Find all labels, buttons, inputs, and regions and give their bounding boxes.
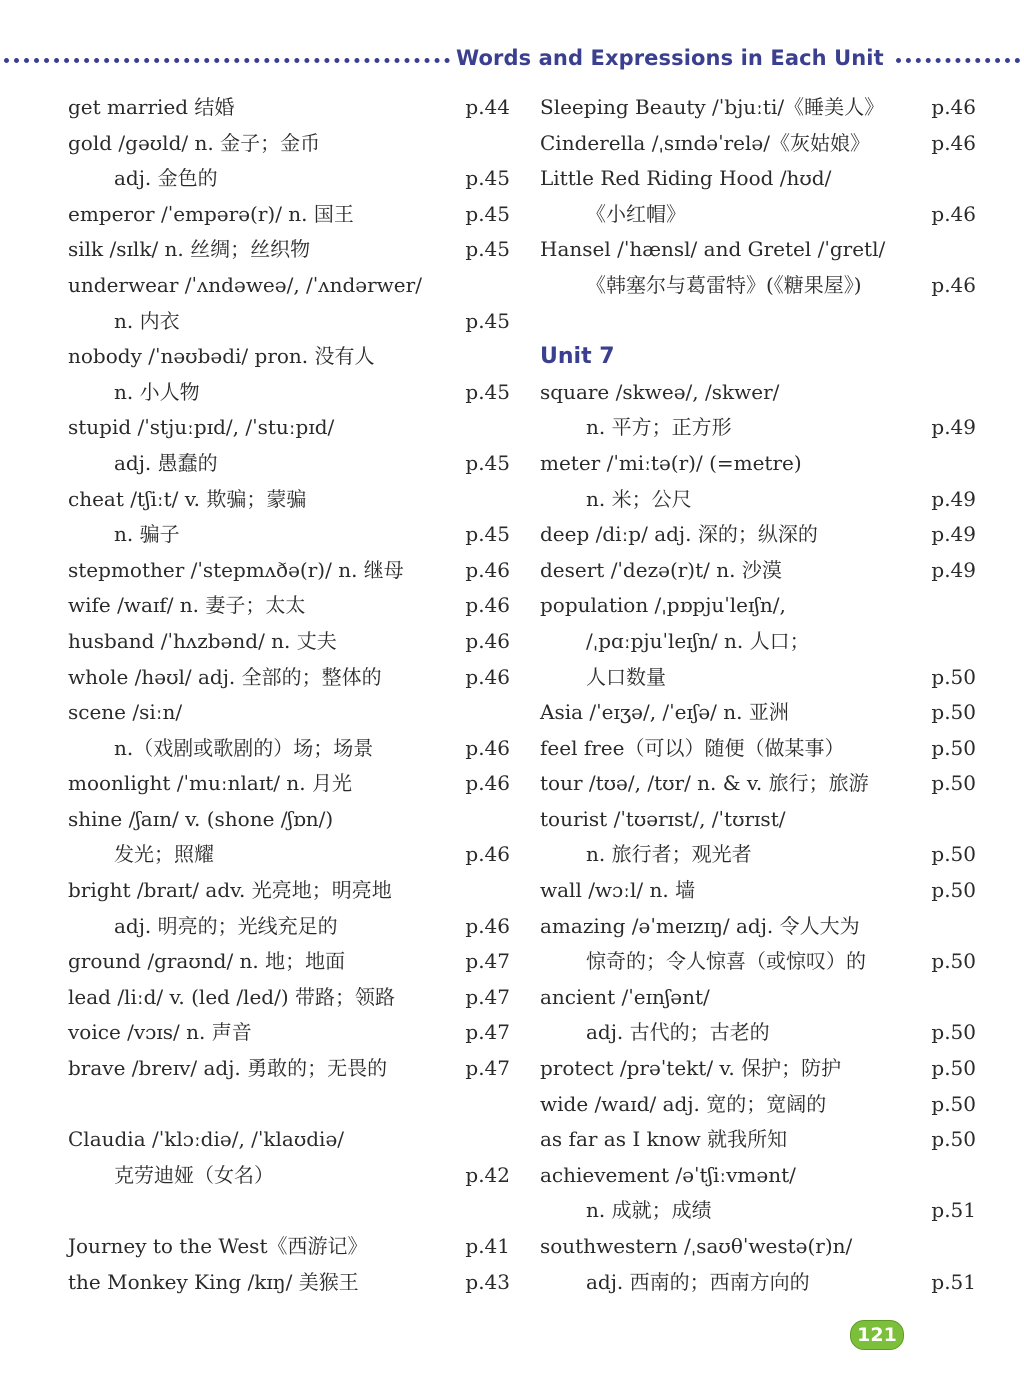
vocab-entry-text: n. 旅行者；观光者 xyxy=(586,842,752,867)
vocab-entry-text: 人口数量 xyxy=(586,664,666,689)
vocab-entry-page: p.45 xyxy=(465,201,510,226)
vocab-entry-text: /ˌpɑːpjuˈleɪʃn/ n. 人口； xyxy=(586,628,810,653)
vocab-entry xyxy=(68,197,514,233)
unit-heading: Unit 7 xyxy=(540,344,615,370)
vocab-entry-text: adj. 金色的 xyxy=(114,166,218,191)
vocab-entry-text: 《韩塞尔与葛雷特》(《糖果屋》) xyxy=(586,272,862,297)
spacer xyxy=(540,304,980,340)
right-column xyxy=(540,90,980,1300)
vocab-entry xyxy=(540,873,980,909)
vocab-entry-page: p.46 xyxy=(465,593,510,618)
vocab-entry xyxy=(68,1015,514,1051)
vocab-entry-page: p.43 xyxy=(465,1269,510,1294)
vocab-entry-text: gold /gəʊld/ n. 金子；金币 xyxy=(68,130,321,155)
vocab-entry xyxy=(68,410,514,446)
spacer xyxy=(68,1087,514,1123)
vocab-entry xyxy=(540,553,980,589)
vocab-entry-page: p.47 xyxy=(465,984,510,1009)
vocab-entry xyxy=(68,339,514,375)
vocab-entry xyxy=(540,766,980,802)
vocab-entry-page: p.46 xyxy=(465,735,510,760)
vocab-entry-text: Sleeping Beauty /ˈbjuːti/《睡美人》 xyxy=(540,95,885,119)
vocab-entry-page: p.47 xyxy=(465,949,510,974)
vocab-entry-text: amazing /əˈmeɪzɪŋ/ adj. 令人大为 xyxy=(540,913,860,938)
vocab-entry-text: scene /siːn/ xyxy=(68,700,183,725)
vocab-entry-text: tourist /ˈtʊərɪst/, /ˈtʊrɪst/ xyxy=(540,806,786,831)
vocab-entry-page: p.44 xyxy=(465,95,510,119)
vocab-entry xyxy=(68,944,514,980)
vocab-entry-text: adj. 明亮的；光线充足的 xyxy=(114,913,338,938)
vocab-entry-text: n. 内衣 xyxy=(114,308,180,333)
vocab-entry-text: 发光；照耀 xyxy=(114,842,214,867)
vocab-entry-page: p.49 xyxy=(931,486,976,511)
vocab-entry xyxy=(68,837,514,873)
vocab-entry-text: bright /braɪt/ adv. 光亮地；明亮地 xyxy=(68,878,392,903)
vocab-entry-text: adj. 古代的；古老的 xyxy=(586,1020,770,1045)
vocab-entry-text: shine /ʃaɪn/ v. (shone /ʃɒn/) xyxy=(68,806,334,831)
vocab-entry xyxy=(68,446,514,482)
vocab-entry xyxy=(68,660,514,696)
vocab-entry-text: cheat /tʃiːt/ v. 欺骗；蒙骗 xyxy=(68,486,307,511)
vocab-entry-page: p.45 xyxy=(465,379,510,404)
vocab-entry xyxy=(68,90,514,126)
vocab-entry xyxy=(540,588,980,624)
vocab-entry-text: Journey to the West《西游记》 xyxy=(68,1234,368,1258)
vocab-entry-page: p.46 xyxy=(931,272,976,297)
vocab-entry-text: n. 小人物 xyxy=(114,379,200,404)
vocab-entry-text: lead /liːd/ v. (led /led/) 带路；领路 xyxy=(68,984,395,1009)
vocab-entry xyxy=(540,1229,980,1265)
vocab-entry-text: as far as I know 就我所知 xyxy=(540,1127,788,1152)
vocab-entry-page: p.46 xyxy=(465,557,510,582)
vocab-entry-text: adj. 愚蠢的 xyxy=(114,450,218,475)
vocab-entry xyxy=(540,695,980,731)
vocab-entry-text: square /skweə/, /skwer/ xyxy=(540,379,780,404)
vocab-entry xyxy=(540,1015,980,1051)
vocab-entry xyxy=(68,1122,514,1158)
vocab-entry xyxy=(540,944,980,980)
vocab-entry xyxy=(68,161,514,197)
vocab-entry xyxy=(68,482,514,518)
vocab-entry-text: ancient /ˈeɪnʃənt/ xyxy=(540,984,710,1009)
vocab-entry-text: stepmother /ˈstepmʌðə(r)/ n. 继母 xyxy=(68,557,404,582)
vocab-entry xyxy=(540,232,980,268)
vocab-entry-page: p.49 xyxy=(931,557,976,582)
vocab-entry xyxy=(68,624,514,660)
vocab-entry-page: p.50 xyxy=(931,1020,976,1045)
vocab-entry-text: stupid /ˈstjuːpɪd/, /ˈstuːpɪd/ xyxy=(68,415,335,440)
spacer xyxy=(68,1193,514,1229)
vocab-entry-text: wide /waɪd/ adj. 宽的；宽阔的 xyxy=(540,1091,827,1116)
vocab-entry-text: wall /wɔːl/ n. 墙 xyxy=(540,878,696,903)
header-title: Words and Expressions in Each Unit xyxy=(456,46,884,70)
vocab-entry-text: moonlight /ˈmuːnlaɪt/ n. 月光 xyxy=(68,771,352,796)
vocab-entry-text: silk /sɪlk/ n. 丝绸；丝织物 xyxy=(68,237,311,262)
vocab-entry-page: p.50 xyxy=(931,700,976,725)
vocab-entry-page: p.50 xyxy=(931,771,976,796)
vocab-entry xyxy=(68,1229,514,1265)
vocab-entry-text: whole /həʊl/ adj. 全部的；整体的 xyxy=(68,664,382,689)
vocab-entry-page: p.45 xyxy=(465,522,510,547)
vocab-entry xyxy=(540,980,980,1016)
vocab-entry xyxy=(68,802,514,838)
vocab-entry xyxy=(68,873,514,909)
vocab-entry-text: meter /ˈmiːtə(r)/ (=metre) xyxy=(540,450,802,475)
vocab-entry xyxy=(540,517,980,553)
vocab-entry-page: p.46 xyxy=(465,913,510,938)
vocab-entry-page: p.45 xyxy=(465,450,510,475)
vocab-entry-text: deep /diːp/ adj. 深的；纵深的 xyxy=(540,522,818,547)
header-dotted-rule-right xyxy=(896,58,1020,63)
vocab-entry-text: wife /waɪf/ n. 妻子；太太 xyxy=(68,593,306,618)
vocab-entry-page: p.45 xyxy=(465,166,510,191)
vocab-entry-page: p.45 xyxy=(465,308,510,333)
vocab-entry-page: p.46 xyxy=(931,130,976,155)
vocab-entry xyxy=(68,232,514,268)
left-column xyxy=(68,90,514,1300)
vocab-entry xyxy=(540,660,980,696)
vocab-entry xyxy=(540,90,980,126)
vocab-entry-page: p.45 xyxy=(465,237,510,262)
vocab-entry-page: p.50 xyxy=(931,949,976,974)
vocab-entry xyxy=(68,268,514,304)
vocab-entry xyxy=(540,624,980,660)
vocab-entry-text: n. 成就；成绩 xyxy=(586,1198,712,1223)
header-dotted-rule-left xyxy=(4,58,450,63)
vocab-entry-page: p.46 xyxy=(465,628,510,653)
vocab-entry-text: Claudia /ˈklɔːdiə/, /ˈklaʊdiə/ xyxy=(68,1127,345,1152)
vocab-entry-text: ground /graʊnd/ n. 地；地面 xyxy=(68,949,346,974)
vocab-entry xyxy=(68,731,514,767)
vocab-entry xyxy=(68,1051,514,1087)
vocab-entry-page: p.50 xyxy=(931,735,976,760)
vocab-entry-text: brave /breɪv/ adj. 勇敢的；无畏的 xyxy=(68,1056,388,1081)
vocab-entry xyxy=(540,1193,980,1229)
vocab-entry-text: tour /tʊə/, /tʊr/ n. & v. 旅行；旅游 xyxy=(540,771,869,796)
vocab-entry-page: p.41 xyxy=(465,1234,510,1258)
vocab-entry-page: p.51 xyxy=(931,1198,976,1223)
vocab-entry xyxy=(540,837,980,873)
vocab-entry-page: p.42 xyxy=(465,1162,510,1187)
vocab-entry xyxy=(540,1122,980,1158)
vocab-entry-text: voice /vɔɪs/ n. 声音 xyxy=(68,1020,252,1045)
vocab-entry xyxy=(540,126,980,162)
vocab-entry xyxy=(68,588,514,624)
vocab-entry-page: p.50 xyxy=(931,1091,976,1116)
vocab-entry xyxy=(540,482,980,518)
vocab-entry-text: Little Red Riding Hood /hʊd/ xyxy=(540,166,832,191)
vocab-entry xyxy=(68,1158,514,1194)
vocab-entry-page: p.50 xyxy=(931,664,976,689)
vocab-entry xyxy=(540,446,980,482)
vocab-entry-page: p.50 xyxy=(931,1127,976,1152)
vocab-entry xyxy=(540,1087,980,1123)
vocab-entry-page: p.46 xyxy=(931,95,976,119)
vocab-entry-text: n. 骗子 xyxy=(114,522,180,547)
vocab-entry xyxy=(540,197,980,233)
vocab-entry-text: 《小红帽》 xyxy=(586,201,686,226)
vocab-entry-text: southwestern /ˌsaʊθˈwestə(r)n/ xyxy=(540,1234,853,1258)
vocab-entry xyxy=(68,909,514,945)
vocab-entry-page: p.46 xyxy=(465,842,510,867)
vocab-entry-text: population /ˌpɒpjuˈleɪʃn/, xyxy=(540,593,786,618)
vocab-entry xyxy=(540,1158,980,1194)
vocab-entry xyxy=(68,1265,514,1301)
vocab-entry xyxy=(68,695,514,731)
vocab-entry xyxy=(68,375,514,411)
vocab-entry xyxy=(68,517,514,553)
vocab-entry xyxy=(540,802,980,838)
vocab-entry-page: p.50 xyxy=(931,1056,976,1081)
vocab-entry xyxy=(68,126,514,162)
vocab-entry-text: the Monkey King /kɪŋ/ 美猴王 xyxy=(68,1269,359,1294)
vocab-entry-text: Hansel /ˈhænsl/ and Gretel /ˈgretl/ xyxy=(540,237,886,262)
vocab-entry-text: underwear /ˈʌndəweə/, /ˈʌndərwer/ xyxy=(68,272,422,297)
vocab-entry xyxy=(540,731,980,767)
vocab-entry xyxy=(540,410,980,446)
vocab-entry-text: husband /ˈhʌzbənd/ n. 丈夫 xyxy=(68,628,337,653)
vocab-entry xyxy=(540,375,980,411)
vocab-entry xyxy=(68,304,514,340)
vocab-entry-text: adj. 西南的；西南方向的 xyxy=(586,1269,810,1294)
vocab-entry-page: p.49 xyxy=(931,522,976,547)
vocab-entry-text: desert /ˈdezə(r)t/ n. 沙漠 xyxy=(540,557,782,582)
vocab-entry-page: p.51 xyxy=(931,1269,976,1294)
vocab-entry-page: p.47 xyxy=(465,1020,510,1045)
vocab-entry-text: n. 平方；正方形 xyxy=(586,415,732,440)
vocab-entry-text: emperor /ˈempərə(r)/ n. 国王 xyxy=(68,201,354,226)
vocab-entry-text: get married 结婚 xyxy=(68,95,235,119)
vocab-entry-text: protect /prəˈtekt/ v. 保护；防护 xyxy=(540,1056,842,1081)
vocab-entry-page: p.50 xyxy=(931,842,976,867)
vocab-entry xyxy=(68,553,514,589)
vocab-entry xyxy=(540,909,980,945)
vocab-entry xyxy=(540,1265,980,1301)
vocab-entry-text: n.（戏剧或歌剧的）场；场景 xyxy=(114,735,374,760)
vocab-entry-page: p.46 xyxy=(465,771,510,796)
vocab-entry xyxy=(68,980,514,1016)
vocab-entry-page: p.50 xyxy=(931,878,976,903)
vocab-entry-page: p.49 xyxy=(931,415,976,440)
page-number-badge: 121 xyxy=(850,1320,904,1350)
vocab-entry-text: 惊奇的；令人惊喜（或惊叹）的 xyxy=(586,949,866,974)
vocab-entry-page: p.47 xyxy=(465,1056,510,1081)
vocab-entry-text: feel free（可以）随便（做某事） xyxy=(540,735,845,760)
vocab-entry-text: achievement /əˈtʃiːvmənt/ xyxy=(540,1162,796,1187)
vocab-entry-text: 克劳迪娅（女名） xyxy=(114,1162,274,1187)
vocab-entry xyxy=(68,766,514,802)
vocab-entry xyxy=(540,1051,980,1087)
page-header xyxy=(0,44,1024,76)
vocab-entry-text: nobody /ˈnəʊbədi/ pron. 没有人 xyxy=(68,344,375,369)
vocab-entry-text: Cinderella /ˌsɪndəˈrelə/《灰姑娘》 xyxy=(540,130,870,155)
vocab-entry xyxy=(540,161,980,197)
vocab-entry-text: Asia /ˈeɪʒə/, /ˈeɪʃə/ n. 亚洲 xyxy=(540,700,789,725)
vocab-entry xyxy=(540,268,980,304)
vocab-entry-page: p.46 xyxy=(465,664,510,689)
vocab-entry-text: n. 米；公尺 xyxy=(586,486,692,511)
vocab-entry-page: p.46 xyxy=(931,201,976,226)
